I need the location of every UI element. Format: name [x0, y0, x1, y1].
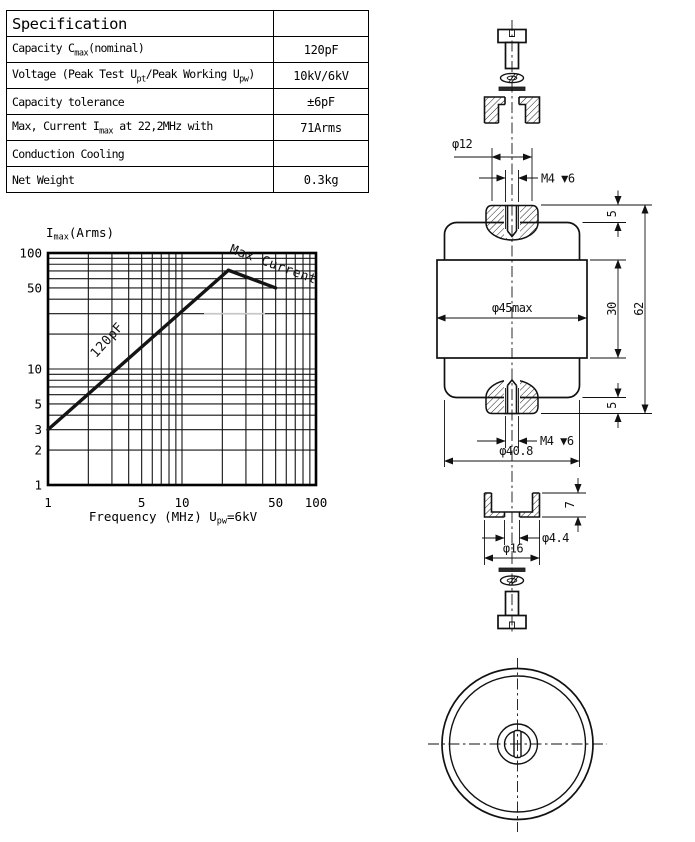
dim-label: 62: [632, 302, 646, 316]
dim-label: φ40.8: [499, 444, 533, 458]
row-value: 71Arms: [274, 115, 369, 141]
x-tick-label: 5: [137, 495, 146, 510]
row-value: 0.3kg: [274, 167, 369, 193]
x-tick-label: 10: [174, 495, 190, 510]
bottom-plan-view: [428, 658, 607, 832]
x-tick-label: 1: [44, 495, 52, 510]
row-value: ±6pF: [274, 89, 369, 115]
dim-phi4-4: [482, 520, 569, 545]
dim-m4-top: [479, 170, 575, 202]
dim-label: M4 ▼6: [541, 171, 575, 186]
dim-label: M4 ▼6: [540, 434, 574, 448]
dim-label: 5: [605, 210, 619, 218]
x-axis-title: Frequency (MHz) $U_{pw}=6kV$: [88, 509, 258, 527]
row-value: 10kV/6kV: [274, 63, 369, 89]
y-tick-label: 3: [34, 422, 42, 438]
row-label: Conduction Cooling: [7, 141, 274, 167]
dim-label: φ12: [452, 137, 473, 151]
capacitor-technical-drawing: [428, 20, 652, 832]
row-label: Capacity $C_{max}(nominal)$: [7, 37, 274, 63]
y-tick-label: 1: [34, 477, 42, 493]
dim-label: 7: [563, 501, 577, 509]
dim-phi12: [452, 137, 532, 201]
row-label: Voltage (Peak Test $U_{pt}$/Peak Working $U_{pw}$): [7, 63, 274, 89]
dim-label: φ4.4: [542, 531, 569, 545]
frequency-current-chart: [19, 225, 327, 527]
series-label: Max Current: [227, 242, 319, 288]
dim-label: φ16: [502, 541, 524, 556]
y-tick-label: 50: [26, 280, 42, 296]
spec-table-title: Specification: [7, 11, 274, 37]
dim-7: [542, 478, 586, 532]
y-tick-label: 100: [19, 245, 42, 261]
y-tick-label: 2: [34, 442, 42, 458]
series-120pf: [48, 270, 228, 429]
x-tick-label: 50: [268, 495, 284, 510]
y-axis-title: $I_{max}(Arms)$: [46, 225, 115, 243]
y-tick-label: 5: [34, 396, 42, 412]
row-label: Capacity tolerance: [7, 89, 274, 115]
row-label: Max, Current $I_{max}$ at 22,2MHz with: [7, 115, 274, 141]
row-label: Net Weight: [7, 167, 274, 193]
row-value: 120pF: [274, 37, 369, 63]
x-tick-label: 100: [304, 495, 328, 510]
dim-label: φ45max: [491, 301, 533, 315]
y-tick-label: 10: [26, 361, 42, 377]
dim-label: 30: [605, 302, 619, 316]
series-label: 120pF: [87, 320, 127, 362]
dim-label: 5: [605, 402, 619, 409]
